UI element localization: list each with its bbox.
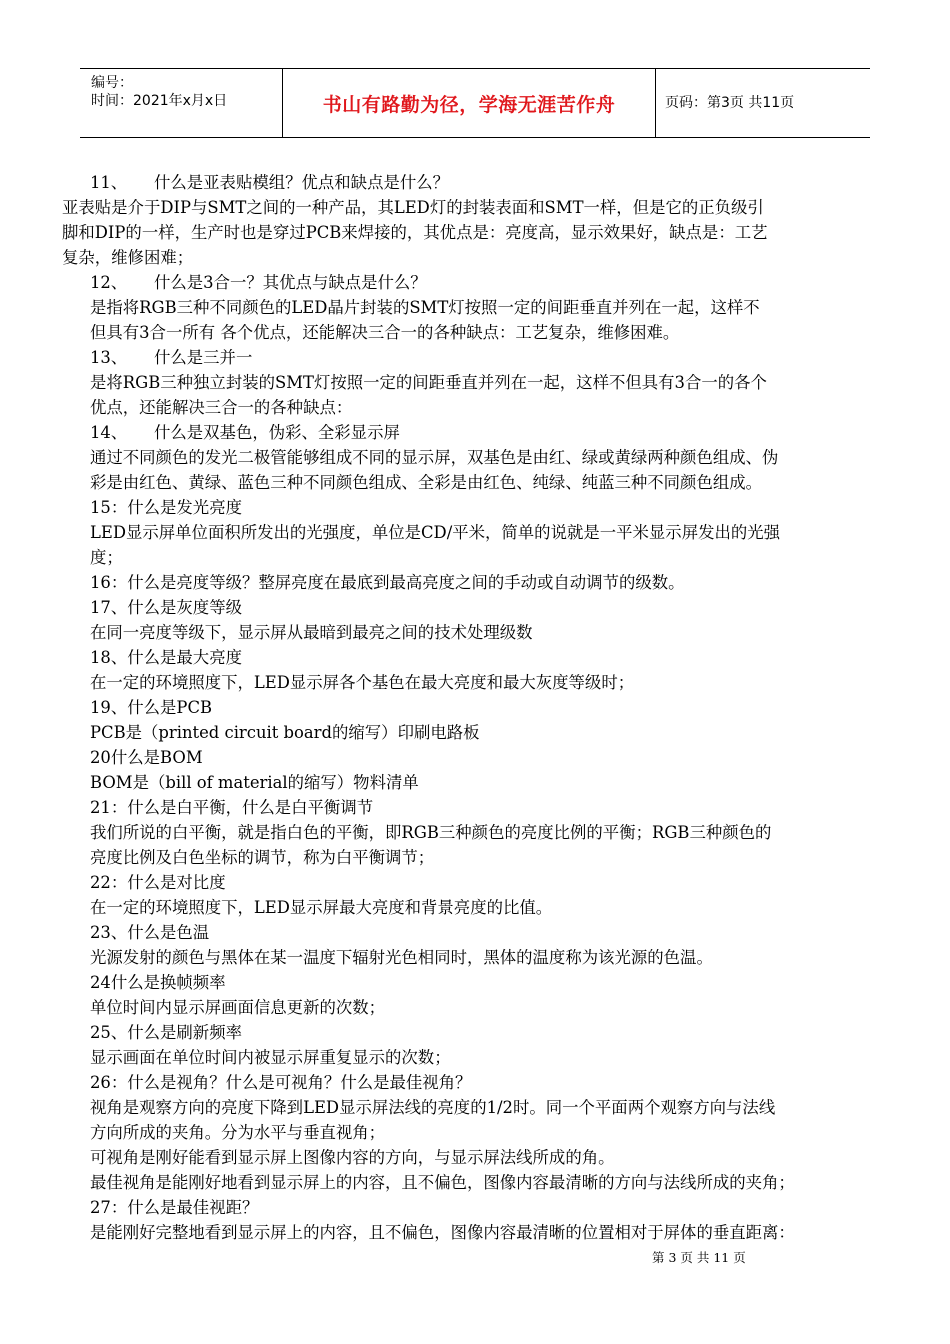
header-page-cell <box>655 69 870 137</box>
answer-line: 在一定的环境照度下，LED显示屏各个基色在最大亮度和最大灰度等级时； <box>90 673 635 692</box>
answer-line: 显示画面在单位时间内被显示屏重复显示的次数； <box>90 1048 451 1067</box>
answer-line: LED显示屏单位面积所发出的光强度，单位是CD/平米，简单的说就是一平米显示屏发出的光强 <box>90 523 781 542</box>
header-meta <box>80 69 283 137</box>
question-17: 17、什么是灰度等级 <box>90 598 242 617</box>
header-motto-cell <box>282 69 656 137</box>
question-26: 26：什么是视角？什么是可视角？什么是最佳视角？ <box>90 1073 472 1092</box>
question-number: 12、 <box>90 273 128 292</box>
question-24: 24什么是换帧频率 <box>90 973 226 992</box>
page-label: 页码：第3页 共11页 <box>665 95 795 111</box>
document-body <box>62 170 902 1245</box>
answer-line: 但具有3合一所有 各个优点，还能解决三合一的各种缺点：工艺复杂，维修困难。 <box>90 323 680 342</box>
question-11 <box>62 170 902 195</box>
answer-line: 彩是由红色、黄绿、蓝色三种不同颜色组成、全彩是由红色、纯绿、纯蓝三种不同颜色组成。 <box>90 473 763 492</box>
question-22: 22：什么是对比度 <box>90 873 226 892</box>
serial-label: 编号： <box>91 75 133 91</box>
answer-line: 复杂，维修困难； <box>62 248 194 267</box>
answer-line: 在一定的环境照度下，LED显示屏最大亮度和背景亮度的比值。 <box>90 898 553 917</box>
answer-line: 光源发射的颜色与黑体在某一温度下辐射光色相同时，黑体的温度称为该光源的色温。 <box>90 948 713 967</box>
question-23: 23、什么是色温 <box>90 923 210 942</box>
question-number: 14、 <box>90 423 128 442</box>
question-21: 21：什么是白平衡，什么是白平衡调节 <box>90 798 374 817</box>
answer-line: 优点，还能解决三合一的各种缺点： <box>90 398 353 417</box>
answer-line: 在同一亮度等级下，显示屏从最暗到最亮之间的技术处理级数 <box>90 623 533 642</box>
answer-line: 方向所成的夹角。分为水平与垂直视角； <box>90 1123 386 1142</box>
answer-line: 通过不同颜色的发光二极管能够组成不同的显示屏，双基色是由红、绿或黄绿两种颜色组成、伪 <box>90 448 779 467</box>
question-12 <box>62 270 902 295</box>
question-text: 什么是亚表贴模组？优点和缺点是什么？ <box>154 173 450 192</box>
motto: 书山有路勤为径，学海无涯苦作舟 <box>322 93 616 116</box>
answer-line: 亮度比例及白色坐标的调节，称为白平衡调节； <box>90 848 435 867</box>
question-15: 15：什么是发光亮度 <box>90 498 242 517</box>
answer-line: 脚和DIP的一样，生产时也是穿过PCB来焊接的，其优点是：亮度高，显示效果好，缺点是：工艺 <box>62 223 768 242</box>
page-footer: 第 3 页 共 11 页 <box>652 1250 746 1265</box>
question-number: 13、 <box>90 348 128 367</box>
answer-line: 可视角是刚好能看到显示屏上图像内容的方向，与显示屏法线所成的角。 <box>90 1148 615 1167</box>
answer-line: 是指将RGB三种不同颜色的LED晶片封装的SMT灯按照一定的间距垂直并列在一起，这样不 <box>90 298 760 317</box>
question-text: 什么是三并一 <box>154 348 253 367</box>
question-text: 什么是双基色，伪彩、全彩显示屏 <box>154 423 400 442</box>
page-header <box>80 68 870 138</box>
question-16: 16：什么是亮度等级？整屏亮度在最底到最高亮度之间的手动或自动调节的级数。 <box>90 573 685 592</box>
answer-line: 视角是观察方向的亮度下降到LED显示屏法线的亮度的1/2时。同一个平面两个观察方向与法线 <box>90 1098 776 1117</box>
question-13 <box>62 345 902 370</box>
answer-line: 最佳视角是能刚好地看到显示屏上的内容，且不偏色，图像内容最清晰的方向与法线所成的夹角； <box>90 1173 795 1192</box>
answer-line: 是能刚好完整地看到显示屏上的内容，且不偏色，图像内容最清晰的位置相对于屏体的垂直距离： <box>90 1223 795 1242</box>
question-25: 25、什么是刷新频率 <box>90 1023 242 1042</box>
answer-line: 亚表贴是介于DIP与SMT之间的一种产品，其LED灯的封装表面和SMT一样，但是它的正负级引 <box>62 198 764 217</box>
question-text: 什么是3合一？其优点与缺点是什么？ <box>154 273 427 292</box>
answer-line: 我们所说的白平衡，就是指白色的平衡，即RGB三种颜色的亮度比例的平衡；RGB三种颜色的 <box>90 823 772 842</box>
question-18: 18、什么是最大亮度 <box>90 648 242 667</box>
question-20: 20什么是BOM <box>90 748 203 767</box>
question-14 <box>62 420 902 445</box>
answer-line: 是将RGB三种独立封装的SMT灯按照一定的间距垂直并列在一起，这样不但具有3合一的各个 <box>90 373 767 392</box>
date-label: 时间：2021年x月x日 <box>91 93 228 109</box>
answer-line: 度； <box>90 548 123 567</box>
question-number: 11、 <box>90 173 128 192</box>
answer-line: 单位时间内显示屏画面信息更新的次数； <box>90 998 386 1017</box>
answer-line: PCB是（printed circuit board的缩写）印刷电路板 <box>90 723 480 742</box>
question-19: 19、什么是PCB <box>90 698 213 717</box>
answer-line: BOM是（bill of material的缩写）物料清单 <box>90 773 419 792</box>
question-27: 27：什么是最佳视距？ <box>90 1198 259 1217</box>
